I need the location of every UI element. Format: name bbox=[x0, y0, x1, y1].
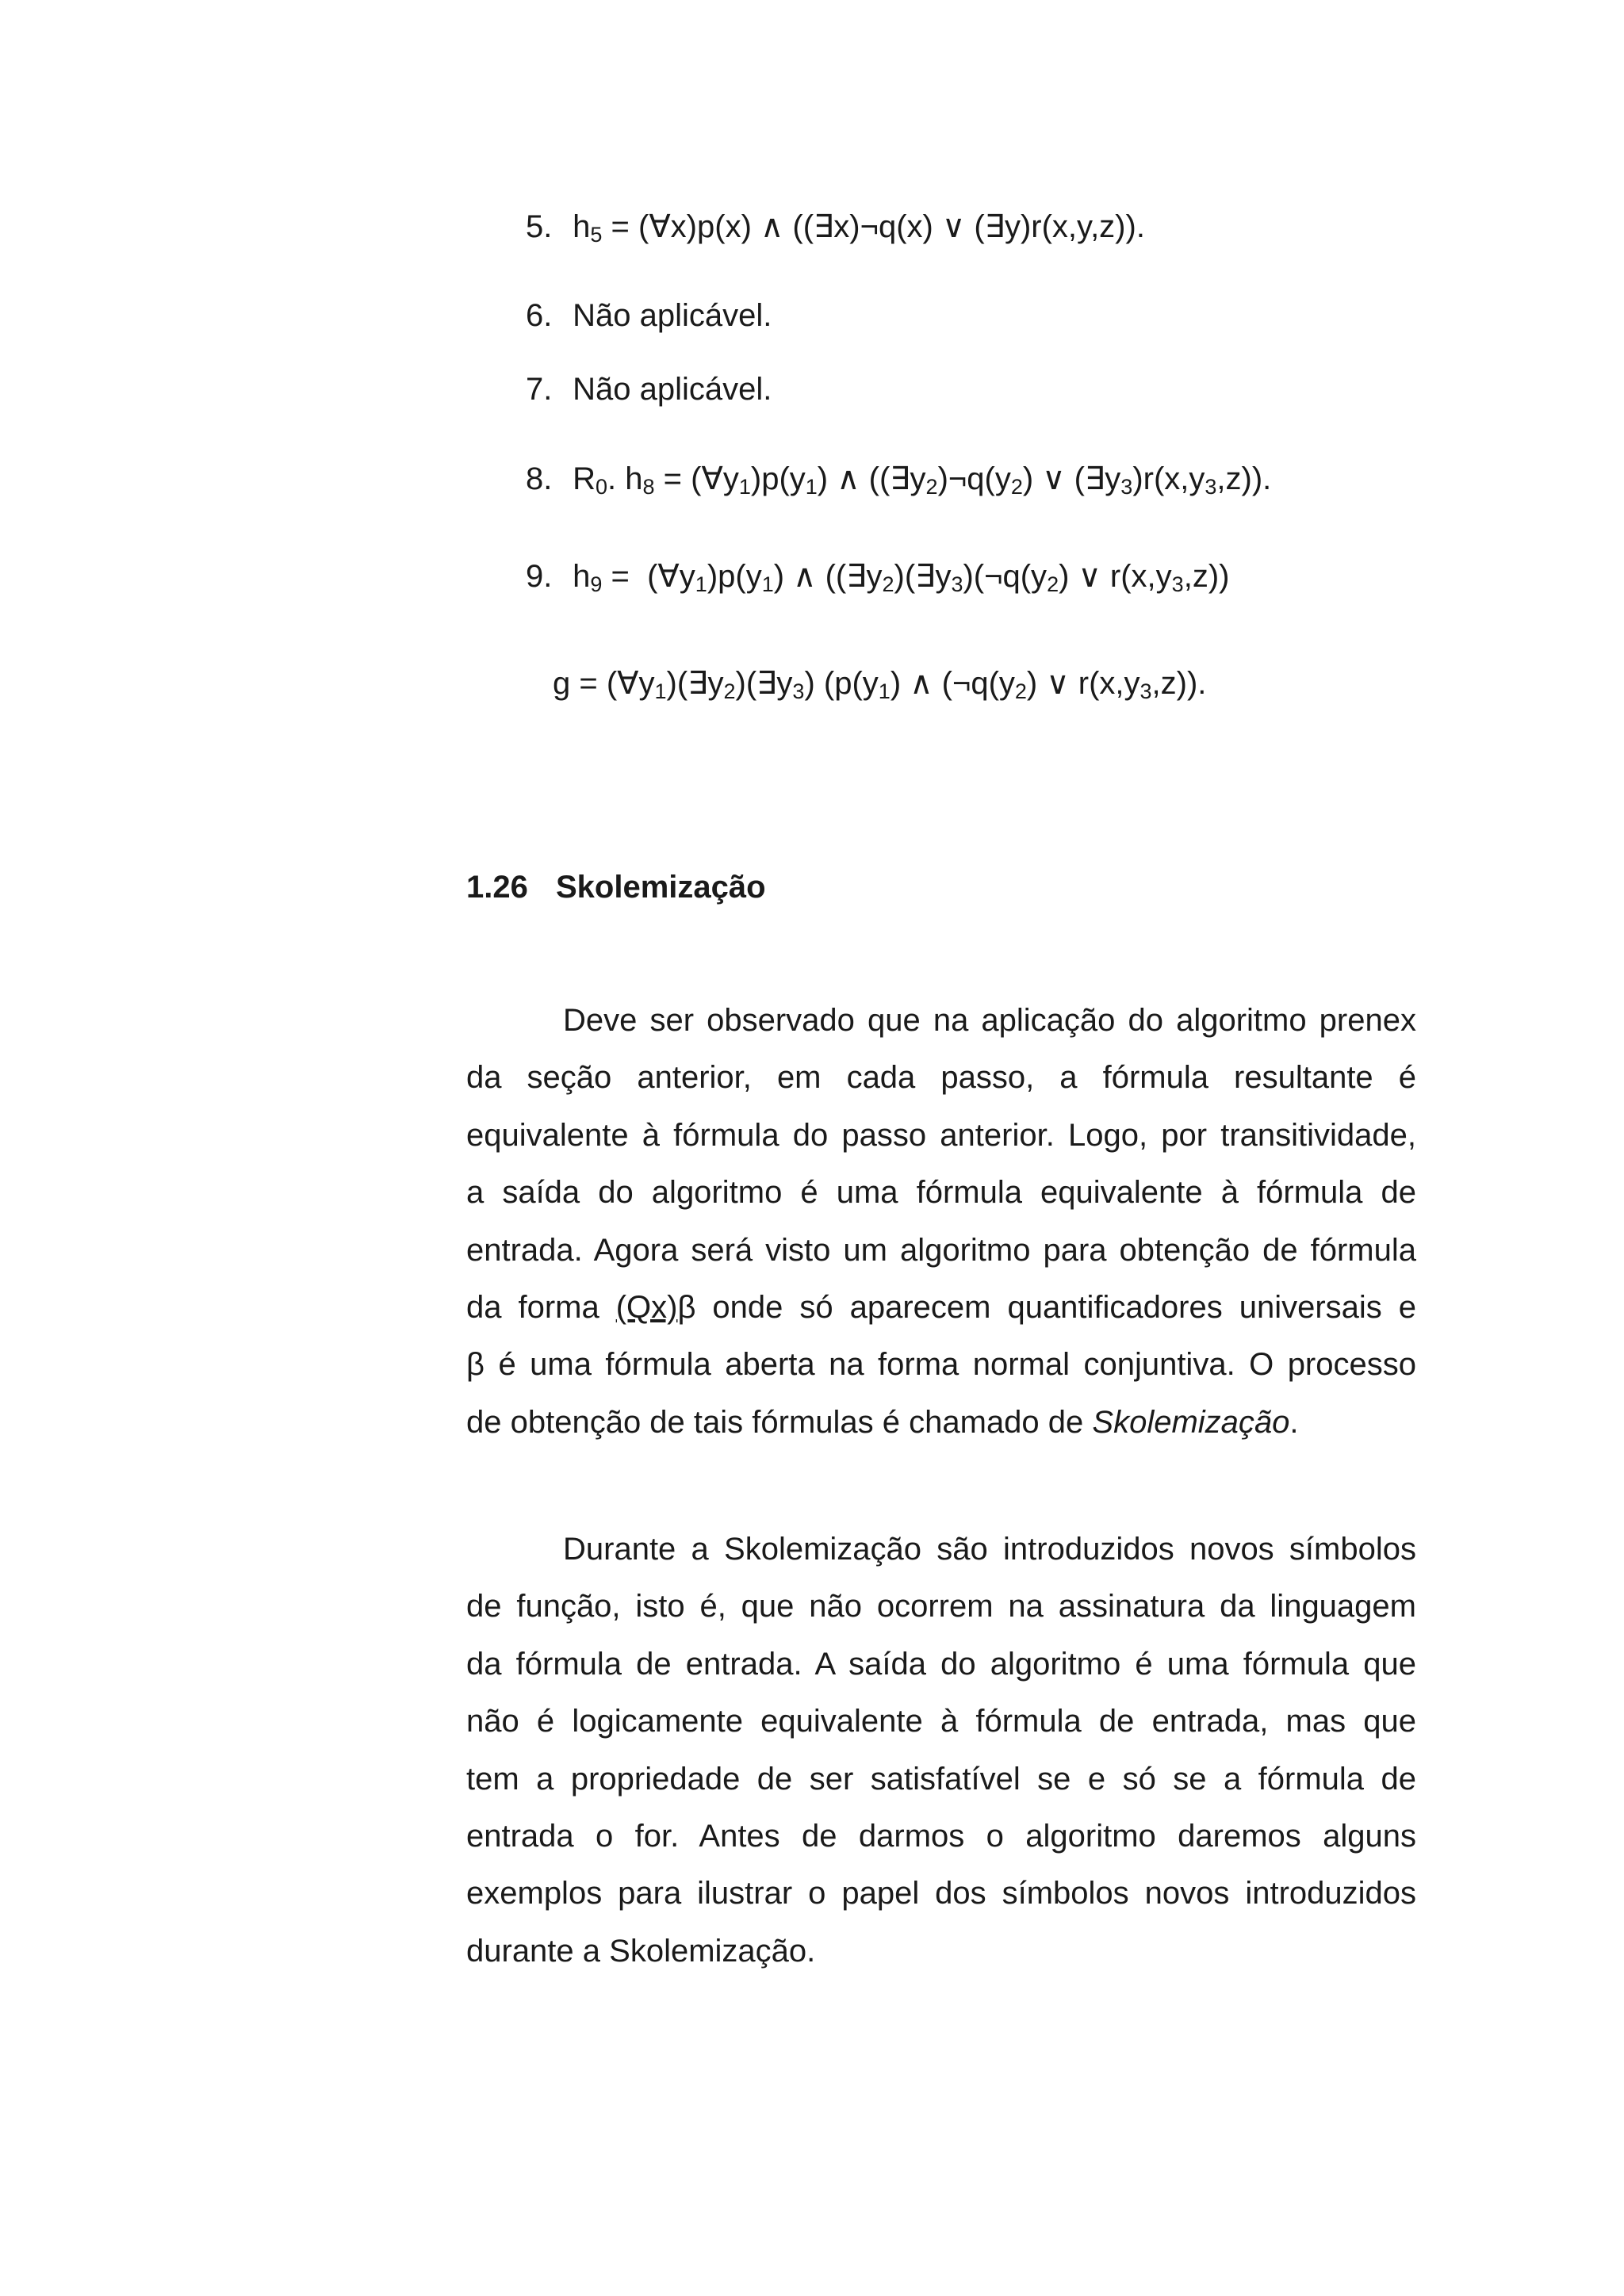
paragraph-line: tem a propriedade de ser satisfatível se e só se a fórmula de bbox=[466, 1761, 1416, 1797]
formula-h9: $h_9$ = $(\forall y_1)p(y_1)$ ∧ ($(\exists y_2)(\exists y_3)(\neg q(y_2)$ ∨ $r(x,y_3,z)$) bbox=[573, 559, 1230, 596]
paragraph-line: não é logicamente equivalente à fórmula de entrada, mas que bbox=[466, 1704, 1416, 1739]
list-item-text: Não aplicável. bbox=[573, 372, 772, 407]
paragraph-line: da fórmula de entrada. A saída do algoritmo é uma fórmula que bbox=[466, 1646, 1416, 1682]
paragraph-line: a saída do algoritmo é uma fórmula equivalente à fórmula de bbox=[466, 1175, 1416, 1211]
paragraph-line: exemplos para ilustrar o papel dos símbolos novos introduzidos bbox=[466, 1876, 1416, 1911]
formula-h5: $h_5$ = (∀x)p(x) ∧ ((∃x)¬q(x) ∨ (∃y)r(x,y,z)). bbox=[573, 209, 1145, 247]
paragraph-line: durante a Skolemização. bbox=[466, 1933, 816, 1969]
list-item-5 bbox=[526, 208, 1145, 246]
list-item-number: 9. bbox=[526, 559, 553, 594]
paragraph-line: de obtenção de tais fórmulas é chamado de Skolemização. bbox=[466, 1404, 1299, 1440]
formula-g: $g = (\forall y_1)(\exists y_2)(\exists y_3)$ ($p(y_1)$ ∧ ($\neg q(y_2)$ ∨ $r(x,y_3,z)$). bbox=[553, 666, 1207, 703]
paragraph-line: da seção anterior, em cada passo, a fórmula resultante é bbox=[466, 1060, 1416, 1096]
list-item-number: 8. bbox=[526, 461, 553, 496]
paragraph-line: de função, isto é, que não ocorrem na assinatura da linguagem bbox=[466, 1589, 1416, 1624]
paragraph-line: Durante a Skolemização são introduzidos novos símbolos bbox=[563, 1532, 1416, 1567]
list-item-number: 7. bbox=[526, 372, 553, 407]
paragraph-line: entrada. Agora será visto um algoritmo para obtenção de fórmula bbox=[466, 1232, 1416, 1268]
paragraph-line: β é uma fórmula aberta na forma normal conjuntiva. O processo bbox=[466, 1347, 1416, 1383]
section-heading bbox=[466, 870, 766, 905]
paragraph-line: entrada o for. Antes de darmos o algoritmo daremos alguns bbox=[466, 1818, 1416, 1854]
list-item-8 bbox=[526, 460, 1271, 498]
paragraph-2 bbox=[466, 1521, 1416, 1980]
list-item-6 bbox=[526, 297, 772, 335]
paragraph-1 bbox=[466, 992, 1416, 1451]
list-item-number: 5. bbox=[526, 209, 553, 244]
section-title: Skolemização bbox=[556, 870, 766, 905]
list-item-number: 6. bbox=[526, 298, 553, 333]
list-item-text: Não aplicável. bbox=[573, 298, 772, 333]
paragraph-line: da forma (Qx)β onde só aparecem quantificadores universais e bbox=[466, 1289, 1416, 1325]
section-number: 1.26 bbox=[466, 870, 528, 905]
list-item-9 bbox=[526, 557, 1229, 595]
paragraph-line: Deve ser observado que na aplicação do algoritmo prenex bbox=[563, 1003, 1416, 1038]
formula-h8: $R_0$. $h_8$ = $(\forall y_1)p(y_1)$ ∧ ($(\exists y_2)\neg q(y_2)$ ∨ $(\exists y_3)r(x,y_3,z)$). bbox=[573, 461, 1272, 499]
list-item-7 bbox=[526, 370, 772, 408]
paragraph-line: equivalente à fórmula do passo anterior. Logo, por transitividade, bbox=[466, 1117, 1416, 1153]
